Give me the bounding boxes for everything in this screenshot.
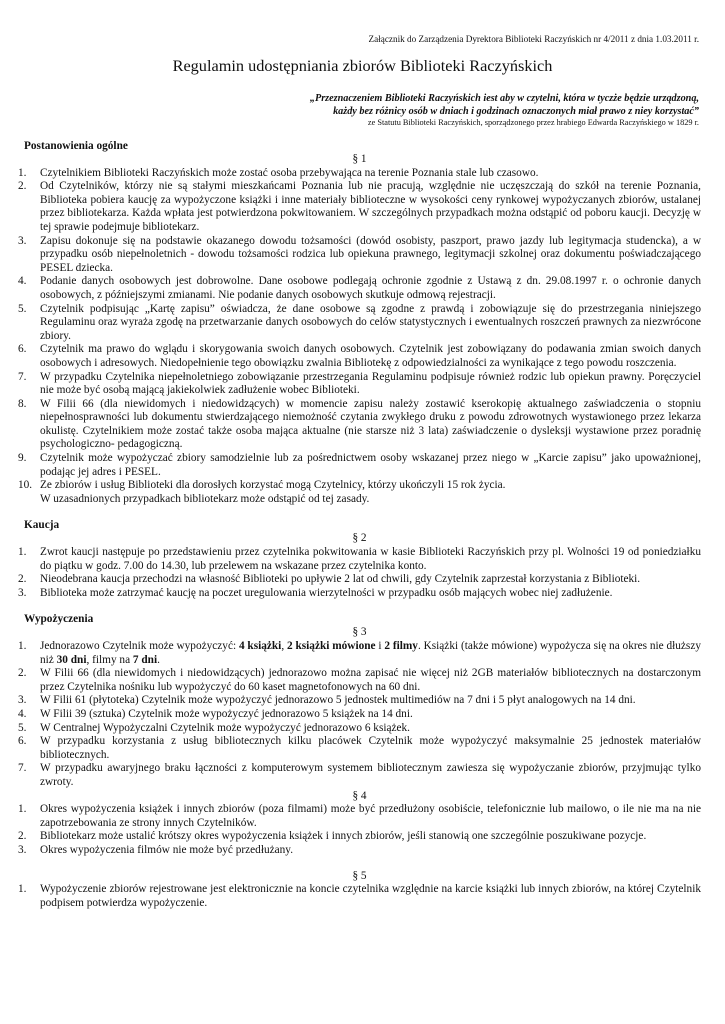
paragraph-mark: § 5 (352, 869, 367, 882)
list-item (18, 573, 701, 587)
item-number: 1. (18, 166, 27, 179)
item-number: 10. (18, 479, 33, 492)
motto-line: każdy bez różnicy osób w dniach i godzinach oznaczonych miał prawo z niey korzystać” (333, 106, 699, 117)
item-text: Czytelnik może wypożyczać zbiory samodzielnie lub za pośrednictwem osoby wskazanej przez niego w „Karcie zapisu” jako upoważnionej, podając jej adres i PESEL. (40, 452, 701, 478)
item-text: W Filii 66 (dla niewidomych i niedowidzących) w momencie zapisu należy zostawić kserokopię aktualnego zaświadczenia o stopniu niepełnosprawności lub dokumentu stwierdzającego niemożność czytania zwykłego druku z powodu zdrowotnych wystawionego przez lekarza okulistę. Czytelnikiem może zostać także osoba mająca aktualne (nie starsze niż 3 lata) zaświadczenie o dysleksji wystawione przez poradnię psychologiczno- pedagogiczną. (40, 397, 701, 451)
item-number: 1. (18, 803, 27, 816)
list-item (18, 844, 701, 858)
section-3-list (18, 640, 701, 790)
item-number: 8. (18, 397, 27, 410)
item-number: 4. (18, 707, 27, 720)
list-item (18, 452, 701, 479)
section-heading-loans: Wypożyczenia (24, 613, 94, 626)
item-number: 9. (18, 452, 27, 465)
list-item (18, 180, 701, 234)
item-number: 2. (18, 180, 27, 193)
item-number: 7. (18, 370, 27, 383)
paragraph-mark: § 3 (352, 626, 367, 639)
paragraph-mark: § 2 (352, 532, 367, 545)
item-text: W przypadku Czytelnika niepełnoletniego zobowiązanie przestrzegania Regulaminu podpisuje również rodzic lub opiekun prawny. Poręczyciel nie może być osobą mającą jakiekolwiek zadłużenie wobec Biblioteki. (40, 370, 701, 397)
item-text: Od Czytelników, którzy nie są stałymi mieszkańcami Poznania lub nie pracują, względnie nie uczęszczają do szkół na terenie Poznania, Biblioteka pobiera kaucję za wypożyczone książki i inne materiały biblioteczne w wysokości ceny rynkowej wypożyczanych zbiorów, ustalanej przez bibliotekarza. Każda wpłata jest potwierdzona pokwitowaniem. W szczególnych przypadkach można odstąpić od poboru kaucji. Decyzję w tej sprawie podejmuje bibliotekarz. (40, 180, 701, 233)
item-number: 2. (18, 573, 27, 586)
item-number: 4. (18, 275, 27, 288)
list-item (18, 883, 701, 910)
paragraph-mark: § 1 (352, 153, 367, 165)
motto (229, 92, 699, 118)
list-item (18, 722, 701, 736)
item-text: Ze zbiorów i usług Biblioteki dla dorosłych korzystać mogą Czytelnicy, którzy ukończyli 15 rok życia. (40, 479, 506, 492)
item-number: 5. (18, 721, 27, 734)
item-number: 7. (18, 762, 27, 775)
item-text: Czytelnik ma prawo do wglądu i skorygowania swoich danych osobowych. Czytelnik jest zobowiązany do podawania zmian swoich danych osobowych i adresowych. Niedopełnienie tego obowiązku zwalnia Bibliotekę z odpowiedzialności za wynikające z tego powodu roszczenia. (40, 343, 701, 369)
item-text: Wypożyczenie zbiorów rejestrowane jest elektronicznie na koncie czytelnika względnie na karcie książki lub innych zbiorów, na której Czytelnik podpisem potwierdza wypożyczenie. (40, 883, 701, 909)
exception-note: W uzasadnionych przypadkach bibliotekarz może odstąpić od tej zasady. (40, 492, 370, 505)
item-number: 3. (18, 694, 27, 707)
list-item (18, 398, 701, 452)
section-1-list (18, 167, 701, 493)
item-text: W Filii 61 (płytoteka) Czytelnik może wypożyczyć jednorazowo 5 jednostek multimediów na 7 dni i 5 płyt analogowych na 14 dni. (40, 694, 636, 707)
list-item (18, 708, 701, 722)
item-text: Zwrot kaucji następuje po przedstawieniu przez czytelnika pokwitowania w kasie Biblioteki Raczyńskich przy pl. Wolności 19 od poniedziałku do piątku w godz. 7.00 do 14.30, lub przelewem na wskazane przez czytelnika konto. (40, 546, 701, 572)
item-text: Okres wypożyczenia książek i innych zbiorów (poza filmami) może być przedłużony osobiście, telefonicznie lub mailowo, o ile nie ma na nie zapotrzebowania ze strony innych Czytelników. (40, 803, 701, 829)
list-item (18, 479, 701, 493)
item-number: 1. (18, 883, 27, 896)
list-item (18, 235, 701, 276)
motto-line: „Przeznaczeniem Biblioteki Raczyńskich iest aby w czytelni, która w tyczże będzie urządzoną, (309, 93, 699, 104)
list-item (18, 667, 701, 694)
item-text: Jednorazowo Czytelnik może wypożyczyć: 4 książki, 2 książki mówione i 2 filmy. Książki (także mówione) wypożycza się na okres nie dłuższy niż 30 dni, filmy na 7 dni. (40, 640, 701, 666)
item-number: 6. (18, 343, 27, 356)
item-text: W Filii 66 (dla niewidomych i niedowidzących) jednorazowo można zapisać nie więcej niż 2GB materiałów bibliotecznych na dostarczonym przez Czytelnika nośniku lub wypożyczyć do 60 kaset magnetofonowych na 60 dni. (40, 667, 701, 693)
list-item (18, 640, 701, 667)
document-title: Regulamin udostępniania zbiorów Biblioteki Raczyńskich (172, 56, 553, 75)
item-number: 5. (18, 302, 27, 315)
item-text: W przypadku korzystania z usług bibliotecznych kilku placówek Czytelnik może wypożyczyć maksymalnie 25 jednostek materiałów bibliotecznych. (40, 735, 701, 761)
item-number: 6. (18, 735, 27, 748)
section-heading-general: Postanowienia ogólne (24, 140, 128, 152)
list-item (18, 587, 701, 601)
item-number: 3. (18, 843, 27, 856)
item-text: W przypadku awaryjnego braku łączności z komputerowym systemem bibliotecznym zawiesza się wypożyczanie zbiorów, przyjmując tylko zwroty. (40, 762, 701, 788)
list-item (18, 167, 701, 181)
paragraph-mark: § 4 (352, 789, 367, 802)
list-item (18, 830, 701, 844)
list-item (18, 803, 701, 830)
item-number: 2. (18, 667, 27, 680)
list-item (18, 303, 701, 344)
item-text: Okres wypożyczenia filmów nie może być przedłużany. (40, 843, 294, 856)
motto-source: ze Statutu Biblioteki Raczyńskich, sporządzonego przez hrabiego Edwarda Raczyńskiego w 1829 r. (367, 118, 699, 127)
section-4-list (18, 803, 701, 857)
section-2-list (18, 546, 701, 600)
item-text: W Filii 39 (sztuka) Czytelnik może wypożyczyć jednorazowo 5 książek na 14 dni. (40, 707, 413, 720)
item-text: Zapisu dokonuje się na podstawie okazanego dowodu tożsamości (dowód osobisty, paszport, prawo jazdy lub legitymacja studencka), a w przypadku osób niepełnoletnich - dowodu tożsamości rodzica lub opiekuna prawnego, legitymacji szkolnej oraz dokumentu poświadczającego PESEL dziecka. (40, 234, 701, 274)
item-text: W Centralnej Wypożyczalni Czytelnik może wypożyczyć jednorazowo 6 książek. (40, 721, 410, 734)
item-text: Biblioteka może zatrzymać kaucję na poczet uregulowania wierzytelności w przypadku osób mających wobec niej zadłużenie. (40, 586, 613, 599)
item-number: 1. (18, 640, 27, 652)
list-item (18, 343, 701, 370)
item-number: 3. (18, 586, 27, 599)
item-text: Nieodebrana kaucja przechodzi na własność Biblioteki po upływie 2 lat od chwili, gdy Czytelnik zaprzestał korzystania z Biblioteki. (40, 573, 641, 586)
item-number: 1. (18, 546, 27, 559)
item-text: Czytelnikiem Biblioteki Raczyńskich może zostać osoba przebywająca na terenie Poznania stale lub czasowo. (40, 166, 539, 179)
list-item (18, 371, 701, 398)
list-item (18, 275, 701, 302)
list-item (18, 735, 701, 762)
attachment-note: Załącznik do Zarządzenia Dyrektora Biblioteki Raczyńskich nr 4/2011 z dnia 1.03.2011 r. (368, 34, 699, 44)
list-item (18, 694, 701, 708)
item-number: 2. (18, 830, 27, 843)
section-heading-deposit: Kaucja (24, 519, 60, 532)
item-text: Podanie danych osobowych jest dobrowolne. Dane osobowe podlegają ochronie zgodnie z Ustawą z dn. 29.08.1997 r. o ochronie danych osobowych, z późniejszymi zmianami. Nie podanie danych osobowych skutkuje odmową rejestracji. (40, 275, 701, 301)
list-item (18, 546, 701, 573)
section-5-list (18, 883, 701, 910)
item-text: Czytelnik podpisując „Kartę zapisu” oświadcza, że dane osobowe są zgodne z prawdą i zobowiązuje się do przestrzegania niniejszego Regulaminu oraz wyraża zgodę na przetwarzanie danych osobowych do celów statystycznych i ewentualnych roszczeń prawnych za niezwrócone zbiory. (40, 302, 701, 342)
list-item (18, 762, 701, 789)
regulations-body (18, 139, 701, 910)
item-number: 3. (18, 234, 27, 247)
item-text: Bibliotekarz może ustalić krótszy okres wypożyczenia książek i innych zbiorów, jeśli stanowią one szczególnie poszukiwane pozycje. (40, 830, 647, 843)
